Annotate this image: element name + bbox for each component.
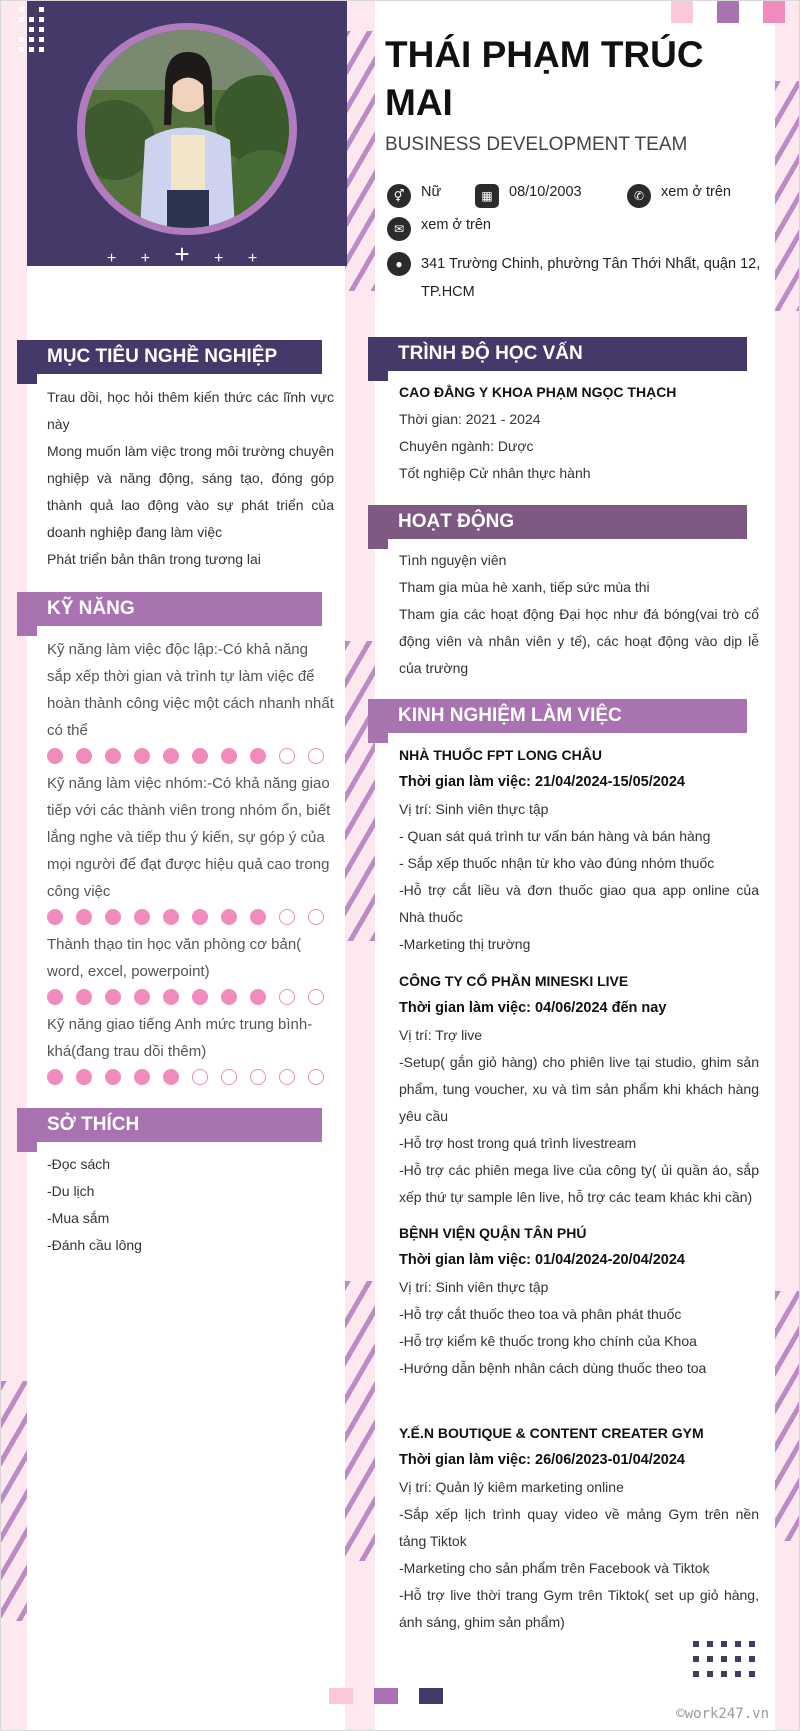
job-line: Vị trí: Sinh viên thực tập <box>399 1279 549 1295</box>
phone-value: xem ở trên <box>661 184 731 200</box>
skills-list <box>47 636 334 1091</box>
activity-line: Tham gia các hoạt động Đại học như đá bóng(vai trò cổ động viên và nhân viên y tế), các hoạt động vào dịp lễ của trường <box>399 606 759 676</box>
section-header-activities <box>368 505 747 539</box>
avatar <box>85 30 289 228</box>
career-line: Phát triển bản thân trong tương lai <box>47 551 261 567</box>
job-line: -Hỗ trợ cắt thuốc theo toa và phân phát thuốc <box>399 1306 682 1322</box>
school-name: CAO ĐẲNG Y KHOA PHẠM NGỌC THẠCH <box>399 384 677 400</box>
rating-dot-filled <box>105 748 121 764</box>
activities-list <box>399 547 759 682</box>
rating-dot-filled <box>163 748 179 764</box>
birthday-field <box>475 184 582 208</box>
job-line: -Setup( gắn giỏ hàng) cho phiên live tại studio, ghim sản phẩm, tung voucher, xu và tìm sản phẩm khi khách hàng yêu cầu <box>399 1054 759 1124</box>
dot-grid-decor <box>19 7 44 52</box>
skill-rating <box>47 1069 334 1085</box>
skill-text: Kỹ năng giao tiếng Anh mức trung bình-khá(đang trau dồi thêm) <box>47 1016 313 1060</box>
hatch-decor <box>1 1381 27 1621</box>
rating-dot-filled <box>76 909 92 925</box>
rating-dot-filled <box>163 989 179 1005</box>
section-header-experience <box>368 699 747 733</box>
skill-rating <box>47 748 334 764</box>
section-title: TRÌNH ĐỘ HỌC VẤN <box>398 343 583 364</box>
square-decor <box>671 1 693 23</box>
section-title: HOẠT ĐỘNG <box>398 511 515 532</box>
job-line: -Hỗ trợ host trong quá trình livestream <box>399 1135 637 1151</box>
sparkle-decor: + + + + + <box>106 239 268 269</box>
hatch-decor <box>345 31 375 291</box>
rating-dot-filled <box>47 989 63 1005</box>
rating-dot-filled <box>76 748 92 764</box>
calendar-icon: ▦ <box>475 184 499 208</box>
job-line: - Sắp xếp thuốc nhận từ kho vào đúng nhóm thuốc <box>399 855 715 871</box>
job-company: BỆNH VIỆN QUẬN TÂN PHÚ <box>399 1225 587 1241</box>
rating-dot-filled <box>76 989 92 1005</box>
job-line: -Marketing cho sản phẩm trên Facebook và Tiktok <box>399 1560 710 1576</box>
section-header-skills <box>17 592 322 626</box>
rating-dot-filled <box>105 1069 121 1085</box>
hobbies-list <box>47 1151 334 1259</box>
rating-dot-empty <box>308 909 324 925</box>
phone-field <box>627 184 731 208</box>
job-company: CÔNG TY CỔ PHẦN MINESKI LIVE <box>399 973 629 989</box>
phone-icon: ✆ <box>627 184 651 208</box>
job-line: Vị trí: Trợ live <box>399 1027 483 1043</box>
mail-icon: ✉ <box>387 217 411 241</box>
career-objective-text <box>47 384 334 573</box>
career-line: Mong muốn làm việc trong môi trường chuyên nghiệp và năng động, sáng tạo, đóng góp thành quả lao động vào sự phát triển của doanh nghiệp đang làm việc <box>47 443 335 540</box>
hobby-item: -Đánh cầu lông <box>47 1237 142 1253</box>
job-line: -Hướng dẫn bệnh nhân cách dùng thuốc theo toa <box>399 1360 707 1376</box>
section-header-hobbies <box>17 1108 322 1142</box>
skill-text: Kỹ năng làm việc độc lập:-Có khả năng sắp xếp thời gian và trình tự làm việc để hoàn thành công việc một cách nhanh nhất có thể <box>47 641 334 739</box>
rating-dot-filled <box>221 989 237 1005</box>
hobby-item: -Du lịch <box>47 1183 95 1199</box>
education-line: Thời gian: 2021 - 2024 <box>399 411 541 427</box>
job-line: -Hỗ trợ kiểm kê thuốc trong kho chính của Khoa <box>399 1333 697 1349</box>
rating-dot-filled <box>105 989 121 1005</box>
section-title: KỸ NĂNG <box>47 598 135 619</box>
rating-dot-empty <box>279 748 295 764</box>
job-line: -Hỗ trợ cắt liều và đơn thuốc giao qua app online của Nhà thuốc <box>399 882 759 925</box>
job-entry-1 <box>399 742 759 958</box>
education-line: Chuyên ngành: Dược <box>399 438 534 454</box>
location-pin-icon: ● <box>387 252 411 276</box>
rating-dot-filled <box>134 989 150 1005</box>
activity-line: Tham gia mùa hè xanh, tiếp sức mùa thi <box>399 579 650 595</box>
address-field <box>387 250 761 306</box>
section-header-education <box>368 337 747 371</box>
job-line: -Sắp xếp lịch trình quay video về mảng Gym trên nền tảng Tiktok <box>399 1506 759 1549</box>
square-decor <box>717 1 739 23</box>
rating-dot-empty <box>308 748 324 764</box>
rating-dot-filled <box>250 989 266 1005</box>
job-entry-2 <box>399 968 759 1211</box>
email-field <box>387 217 491 241</box>
skill-rating <box>47 909 334 925</box>
watermark: ©work247.vn <box>676 1706 769 1722</box>
skill-text: Thành thạo tin học văn phòng cơ bản( word, excel, powerpoint) <box>47 936 302 980</box>
gender-field <box>387 184 441 208</box>
rating-dot-filled <box>221 909 237 925</box>
activity-line: Tình nguyện viên <box>399 552 507 568</box>
rating-dot-empty <box>308 989 324 1005</box>
education-details <box>399 379 759 487</box>
hobby-item: -Đọc sách <box>47 1156 111 1172</box>
email-value: xem ở trên <box>421 217 491 233</box>
job-company: NHÀ THUỐC FPT LONG CHÂU <box>399 747 602 763</box>
rating-dot-filled <box>192 989 208 1005</box>
job-line: Vị trí: Quản lý kiêm marketing online <box>399 1479 624 1495</box>
rating-dot-filled <box>250 909 266 925</box>
hatch-decor <box>775 81 800 311</box>
square-decor <box>329 1688 353 1704</box>
job-line: - Quan sát quá trình tư vấn bán hàng và bán hàng <box>399 828 711 844</box>
rating-dot-filled <box>250 748 266 764</box>
job-time: Thời gian làm việc: 26/06/2023-01/04/2024 <box>399 1452 685 1468</box>
address-value: 341 Trường Chinh, phường Tân Thới Nhất, quận 12, TP.HCM <box>421 256 761 300</box>
rating-dot-filled <box>47 748 63 764</box>
rating-dot-filled <box>163 909 179 925</box>
hatch-decor <box>345 1281 375 1561</box>
rating-dot-empty <box>279 989 295 1005</box>
job-line: -Marketing thị trường <box>399 936 531 952</box>
rating-dot-empty <box>250 1069 266 1085</box>
job-line: -Hỗ trợ live thời trang Gym trên Tiktok( set up giỏ hàng, ánh sáng, ghim sản phẩm) <box>399 1587 759 1630</box>
rating-dot-empty <box>221 1069 237 1085</box>
job-line: -Hỗ trợ các phiên mega live của công ty( ủi quần áo, sắp xếp thứ tự sample lên live, hỗ trợ các team khác khi cần) <box>399 1162 759 1205</box>
job-time: Thời gian làm việc: 21/04/2024-15/05/2024 <box>399 774 685 790</box>
rating-dot-filled <box>221 748 237 764</box>
job-entry-3 <box>399 1220 759 1382</box>
rating-dot-empty <box>192 1069 208 1085</box>
rating-dot-filled <box>105 909 121 925</box>
gender-icon: ⚥ <box>387 184 411 208</box>
section-header-career <box>17 340 322 374</box>
dot-grid-decor <box>693 1641 755 1677</box>
job-line: Vị trí: Sinh viên thực tập <box>399 801 549 817</box>
skill-text: Kỹ năng làm việc nhóm:-Có khả năng giao tiếp với các thành viên trong nhóm ổn, biết lắng nghe và tiếp thu ý kiến, sự góp ý của mọi người để đạt được hiệu quả cao trong công việc <box>47 775 331 900</box>
candidate-role: BUSINESS DEVELOPMENT TEAM <box>385 134 688 155</box>
skill-rating <box>47 989 334 1005</box>
education-line: Tốt nghiệp Cử nhân thực hành <box>399 465 591 481</box>
career-line: Trau dồi, học hỏi thêm kiến thức các lĩnh vực này <box>47 389 334 432</box>
rating-dot-filled <box>192 748 208 764</box>
rating-dot-filled <box>47 1069 63 1085</box>
square-decor <box>763 1 785 23</box>
job-entry-4 <box>399 1420 759 1636</box>
hobby-item: -Mua sắm <box>47 1210 110 1226</box>
hatch-decor <box>345 641 375 941</box>
job-time: Thời gian làm việc: 01/04/2024-20/04/2024 <box>399 1252 685 1268</box>
section-title: KINH NGHIỆM LÀM VIỆC <box>398 705 622 726</box>
rating-dot-filled <box>134 1069 150 1085</box>
section-title: MỤC TIÊU NGHỀ NGHIỆP <box>47 346 278 367</box>
rating-dot-empty <box>279 1069 295 1085</box>
job-company: Y.Ế.N BOUTIQUE & CONTENT CREATER GYM <box>399 1425 704 1441</box>
square-decor <box>374 1688 398 1704</box>
rating-dot-empty <box>308 1069 324 1085</box>
section-title: SỞ THÍCH <box>47 1114 140 1135</box>
birthday-value: 08/10/2003 <box>509 184 582 200</box>
gender-value: Nữ <box>421 184 442 200</box>
rating-dot-filled <box>76 1069 92 1085</box>
hatch-decor <box>775 1291 800 1541</box>
square-decor <box>419 1688 443 1704</box>
rating-dot-filled <box>134 909 150 925</box>
job-time: Thời gian làm việc: 04/06/2024 đến nay <box>399 1000 667 1016</box>
candidate-name: THÁI PHẠM TRÚC MAI <box>385 34 704 123</box>
rating-dot-empty <box>279 909 295 925</box>
rating-dot-filled <box>47 909 63 925</box>
rating-dot-filled <box>192 909 208 925</box>
rating-dot-filled <box>163 1069 179 1085</box>
rating-dot-filled <box>134 748 150 764</box>
